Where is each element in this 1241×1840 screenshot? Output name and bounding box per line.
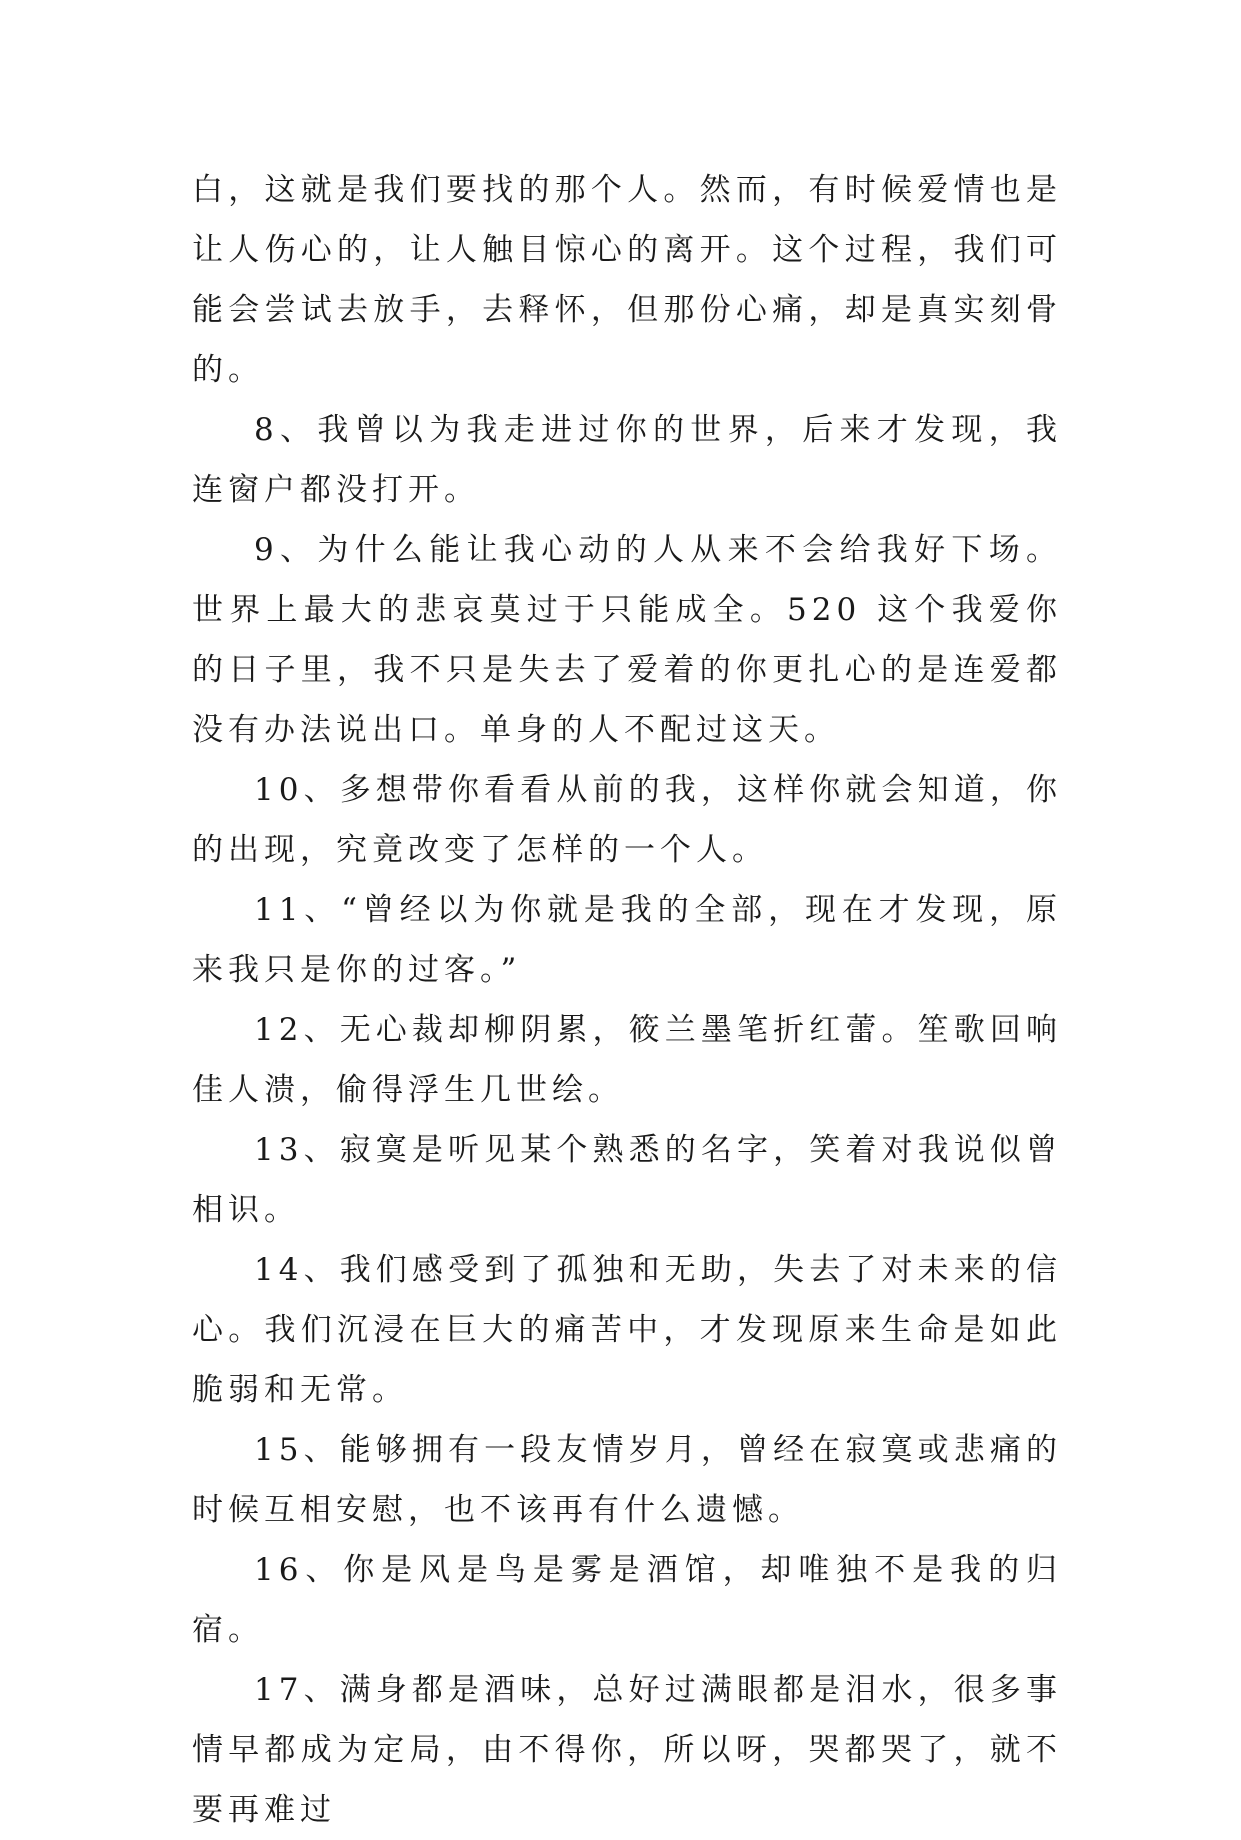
paragraph-2: 8、我曾以为我走进过你的世界，后来才发现，我连窗户都没打开。 — [192, 412, 1062, 508]
paragraph-6: 12、无心裁却柳阴累，筱兰墨笔折红蕾。笙歌回响佳人溃，偷得浮生几世绘。 — [192, 1012, 1062, 1108]
paragraph-4: 10、多想带你看看从前的我，这样你就会知道，你的出现，究竟改变了怎样的一个人。 — [192, 772, 1062, 868]
paragraph-3: 9、为什么能让我心动的人从来不会给我好下场。世界上最大的悲哀莫过于只能成全。520 这个我爱你的日子里，我不只是失去了爱着的你更扎心的是连爱都没有办法说出口。单身的人不配过这天。 — [192, 532, 1062, 748]
paragraph-5: 11、“曾经以为你就是我的全部，现在才发现，原来我只是你的过客。” — [192, 892, 1062, 988]
paragraph-11: 17、满身都是酒味，总好过满眼都是泪水，很多事情早都成为定局，由不得你，所以呀，哭都哭了，就不要再难过 — [192, 1672, 1062, 1828]
paragraph-10: 16、你是风是鸟是雾是酒馆，却唯独不是我的归宿。 — [192, 1552, 1062, 1648]
paragraph-7: 13、寂寞是听见某个熟悉的名字，笑着对我说似曾相识。 — [192, 1132, 1062, 1228]
paragraph-9: 15、能够拥有一段友情岁月，曾经在寂寞或悲痛的时候互相安慰，也不该再有什么遗憾。 — [192, 1432, 1062, 1528]
paragraph-8: 14、我们感受到了孤独和无助，失去了对未来的信心。我们沉浸在巨大的痛苦中，才发现原来生命是如此脆弱和无常。 — [192, 1252, 1062, 1408]
paragraph-1: 白，这就是我们要找的那个人。然而，有时候爱情也是让人伤心的，让人触目惊心的离开。这个过程，我们可能会尝试去放手，去释怀，但那份心痛，却是真实刻骨的。 — [192, 172, 1062, 388]
document-body — [192, 160, 1062, 1840]
